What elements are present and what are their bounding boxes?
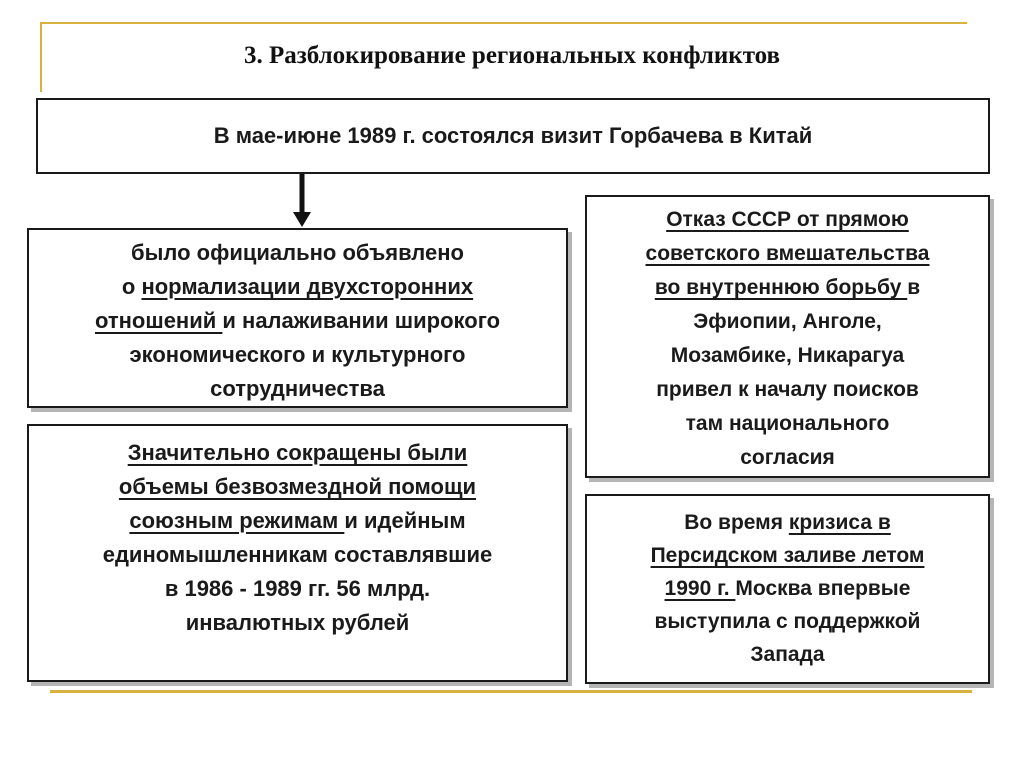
gulf-line-1 bbox=[587, 506, 988, 539]
normalization-line-2 bbox=[29, 270, 566, 304]
refusal-line-3-plain: в bbox=[907, 276, 921, 299]
normalization-line-5: сотрудничества bbox=[210, 376, 385, 401]
aid-line-6: инвалютных рублей bbox=[185, 610, 410, 635]
slide-title: 3. Разблокирование региональных конфликтов bbox=[243, 42, 781, 69]
normalization-line-2-underlined: нормализации двухсторонних bbox=[141, 274, 474, 299]
gulf-line-2 bbox=[587, 539, 988, 572]
refusal-line-2 bbox=[587, 237, 988, 271]
normalization-line-3 bbox=[29, 304, 566, 338]
normalization-line-2-plain: о bbox=[121, 274, 142, 299]
aid-line-5: в 1986 - 1989 гг. 56 млрд. bbox=[164, 576, 431, 601]
aid-line-1-underlined: Значительно сокращены были bbox=[127, 440, 468, 465]
aid-line-1 bbox=[29, 436, 566, 470]
normalization-line-3-plain: и налаживании широкого bbox=[222, 308, 501, 333]
bottom-decorative-rule bbox=[50, 690, 972, 693]
normalization-line-3-underlined: отношений bbox=[94, 308, 223, 333]
aid-reduction-box bbox=[27, 424, 568, 682]
aid-line-3 bbox=[29, 504, 566, 538]
refusal-line-3-underlined: во внутреннюю борьбу bbox=[654, 276, 908, 299]
aid-line-3-plain: и идейным bbox=[344, 508, 466, 533]
refusal-line-3 bbox=[587, 271, 988, 305]
gulf-line-1-plain: Во время bbox=[684, 511, 789, 534]
aid-line-2 bbox=[29, 470, 566, 504]
gulf-line-1-underlined: кризиса в bbox=[788, 511, 891, 534]
gorbachev-visit-box bbox=[36, 98, 990, 174]
gulf-line-3-plain: Москва впервые bbox=[735, 577, 911, 600]
aid-line-2-underlined: объемы безвозмездной помощи bbox=[118, 474, 477, 499]
refusal-line-5: Мозамбике, Никарагуа bbox=[670, 344, 905, 367]
intervention-refusal-box bbox=[585, 195, 990, 478]
gulf-crisis-box bbox=[585, 494, 990, 684]
refusal-line-2-underlined: советского вмешательства bbox=[645, 242, 930, 265]
refusal-line-1 bbox=[587, 203, 988, 237]
normalization-box bbox=[27, 228, 568, 408]
gorbachev-visit-text: В мае-июне 1989 г. состоялся визит Горбачева в Китай bbox=[213, 123, 813, 148]
refusal-line-6: привел к началу поисков bbox=[656, 378, 919, 401]
gulf-line-3 bbox=[587, 572, 988, 605]
refusal-line-1-underlined: Отказ СССР от прямою bbox=[666, 208, 909, 231]
refusal-line-8: согласия bbox=[740, 446, 835, 469]
normalization-line-4: экономического и культурного bbox=[129, 342, 466, 367]
aid-line-3-underlined: союзным режимам bbox=[129, 508, 345, 533]
gulf-line-5: Запада bbox=[750, 643, 825, 666]
down-arrow-icon bbox=[292, 174, 312, 228]
gulf-line-4: выступила с поддержкой bbox=[654, 610, 921, 633]
gulf-line-2-underlined: Персидском заливе летом bbox=[650, 544, 925, 567]
top-decorative-rule bbox=[40, 22, 967, 24]
normalization-line-1: было официально объявлено bbox=[131, 240, 464, 265]
refusal-line-7: там национального bbox=[685, 412, 890, 435]
aid-line-4: единомышленникам составлявшие bbox=[102, 542, 493, 567]
gulf-line-3-underlined: 1990 г. bbox=[664, 577, 736, 600]
refusal-line-4: Эфиопии, Анголе, bbox=[693, 310, 882, 333]
